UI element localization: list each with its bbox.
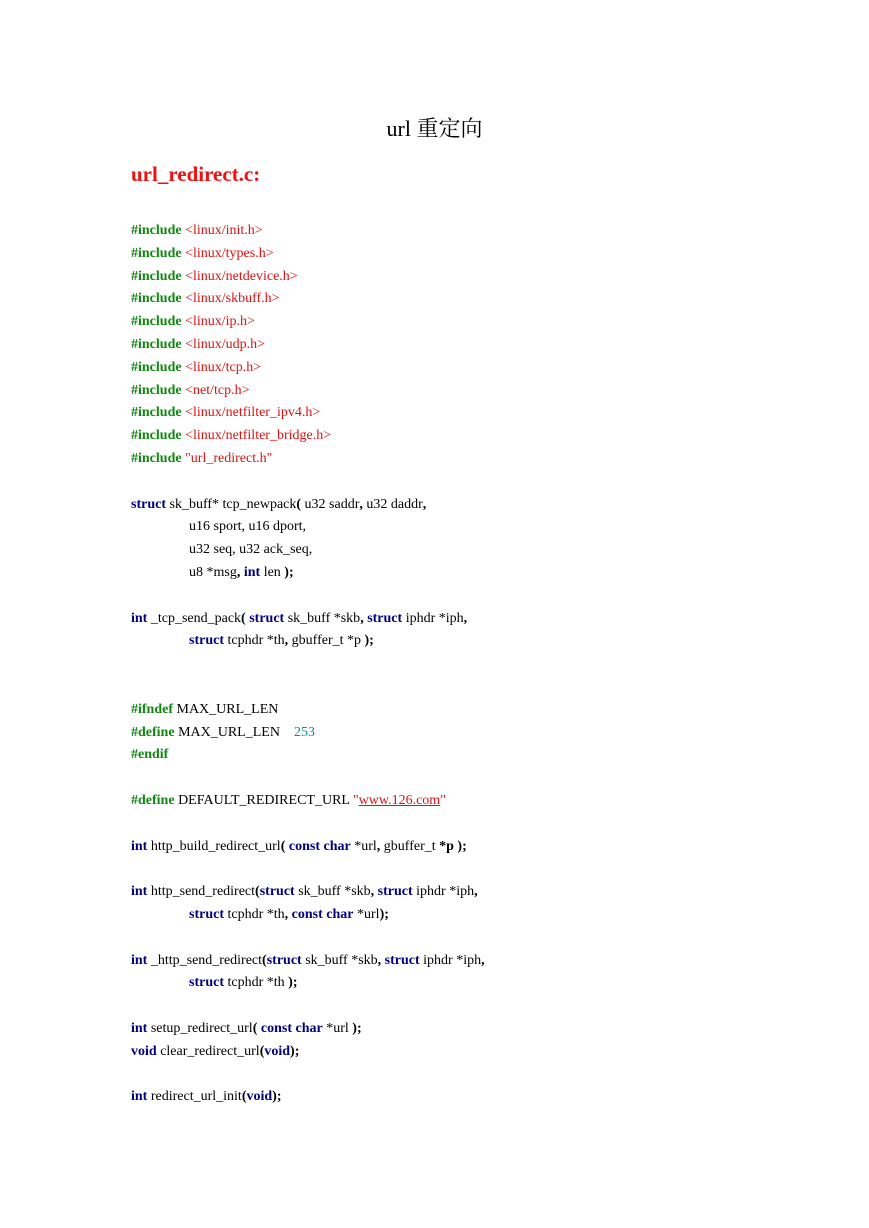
- include-line: #include <linux/skbuff.h>: [131, 291, 280, 307]
- file-heading: url_redirect.c:: [131, 162, 261, 186]
- include-list: [131, 220, 485, 471]
- code-line: int http_build_redirect_url( const char *url, gbuffer_t *p );: [131, 838, 467, 854]
- code-line: int _tcp_send_pack( struct sk_buff *skb, struct iphdr *iph,: [131, 610, 468, 626]
- include-line: #include <linux/tcp.h>: [131, 359, 262, 375]
- code-line: int http_send_redirect(struct sk_buff *skb, struct iphdr *iph,: [131, 884, 478, 900]
- code-line: struct sk_buff* tcp_newpack( u32 saddr, u32 daddr,: [131, 496, 427, 512]
- include-line: #include <linux/init.h>: [131, 223, 263, 238]
- include-line: #include <linux/netdevice.h>: [131, 268, 298, 284]
- document-title: url 重定向: [386, 116, 483, 141]
- code-line: struct tcphdr *th, gbuffer_t *p );: [189, 633, 374, 649]
- include-line: #include <linux/types.h>: [131, 245, 274, 261]
- code-line: #ifndef MAX_URL_LEN: [131, 701, 279, 717]
- include-line: #include <linux/ip.h>: [131, 314, 255, 330]
- include-line: #include <linux/netfilter_ipv4.h>: [131, 405, 321, 421]
- code-line: struct tcphdr *th );: [189, 975, 298, 991]
- code-line: u32 seq, u32 ack_seq,: [189, 542, 313, 558]
- include-line: #include "url_redirect.h": [131, 450, 273, 466]
- code-line: int redirect_url_init(void);: [131, 1089, 282, 1105]
- code-line: #endif: [131, 747, 169, 763]
- include-line: #include <net/tcp.h>: [131, 382, 250, 398]
- code-line: #define MAX_URL_LEN 253: [131, 724, 315, 740]
- code-line: #define DEFAULT_REDIRECT_URL "www.126.com": [131, 792, 446, 808]
- code-line: int _http_send_redirect(struct sk_buff *skb, struct iphdr *iph,: [131, 952, 485, 968]
- include-line: #include <linux/netfilter_bridge.h>: [131, 428, 332, 444]
- code-block: [131, 220, 485, 1109]
- code-line: u16 sport, u16 dport,: [189, 519, 307, 535]
- include-line: #include <linux/udp.h>: [131, 336, 266, 352]
- code-line: void clear_redirect_url(void);: [131, 1043, 300, 1059]
- url-link[interactable]: www.126.com: [358, 792, 441, 808]
- code-line: u8 *msg, int len );: [189, 564, 294, 580]
- code-line: struct tcphdr *th, const char *url);: [189, 906, 389, 922]
- code-line: int setup_redirect_url( const char *url );: [131, 1020, 362, 1036]
